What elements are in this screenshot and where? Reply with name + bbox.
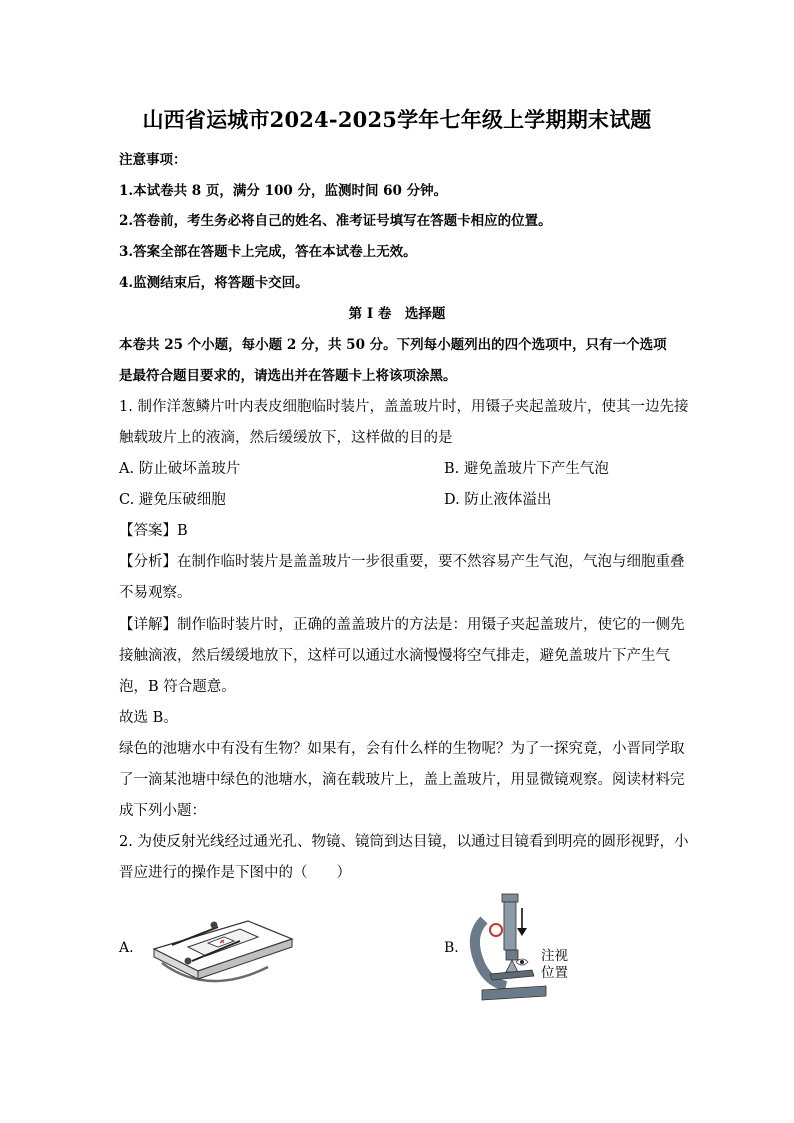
q1-detail: 接触滴液，然后缓缓地放下，这样可以通过水滴慢慢将空气排走，避免盖玻片下产生气: [119, 648, 670, 664]
question-2-stem: 2. 为使反射光线经过通光孔、物镜、镜筒到达目镜，以通过目镜看到明亮的圆形视野，小: [119, 834, 689, 850]
q1-analysis: 【分析】在制作临时装片是盖盖玻片一步很重要，要不然容易产生气泡，气泡与细胞重叠: [119, 554, 685, 570]
q1-answer: 【答案】B: [119, 523, 188, 539]
question-1-stem: 触载玻片上的液滴，然后缓缓放下，这样做的目的是: [119, 430, 453, 446]
figure-a-stage-slide-illustration: [148, 905, 298, 993]
section-intro: 是最符合题目要求的，请选出并在答题卡上将该项涂黑。: [119, 368, 457, 384]
material-text: 了一滴某池塘中绿色的池塘水，滴在载玻片上，盖上盖玻片，用显微镜观察。阅读材料完: [119, 772, 685, 788]
notice-item: 1.本试卷共 8 页，满分 100 分，监测时间 60 分钟。: [119, 183, 448, 199]
question-1-stem: 1. 制作洋葱鳞片叶内表皮细胞临时装片，盖盖玻片时，用镊子夹起盖玻片，使其一边先接: [119, 399, 689, 415]
figure-a-label: A.: [119, 940, 134, 956]
notice-item: 3.答案全部在答题卡上完成，答在本试卷上无效。: [119, 244, 417, 260]
q1-detail: 【详解】制作临时装片时，正确的盖盖玻片的方法是：用镊子夹起盖玻片，使它的一侧先: [119, 617, 685, 633]
figure-b-caption: [541, 948, 568, 982]
q1-option-a: A. 防止破坏盖玻片: [119, 461, 241, 477]
figure-b-caption-line: 注视: [541, 948, 568, 964]
notice-item: 4.监测结束后，将答题卡交回。: [119, 275, 309, 291]
q1-option-c: C. 避免压破细胞: [119, 492, 226, 508]
q1-option-b: B. 避免盖玻片下产生气泡: [444, 461, 609, 477]
figure-b-label: B.: [444, 940, 459, 956]
section-title: 第 I 卷 选择题: [348, 306, 446, 322]
exam-title: 山西省运城市2024-2025学年七年级上学期期末试题: [142, 107, 652, 132]
notice-heading: 注意事项：: [119, 152, 187, 168]
notice-item: 2.答卷前，考生务必将自己的姓名、准考证号填写在答题卡相应的位置。: [119, 213, 552, 229]
q1-conclusion: 故选 B。: [119, 710, 178, 726]
q1-detail: 泡，B 符合题意。: [119, 679, 236, 695]
question-2-stem: 晋应进行的操作是下图中的（ ）: [119, 865, 351, 881]
section-intro: 本卷共 25 个小题，每小题 2 分，共 50 分。下列每小题列出的四个选项中，只有一个选项: [119, 337, 667, 353]
material-text: 绿色的池塘水中有没有生物？如果有，会有什么样的生物呢？为了一探究竟，小晋同学取: [119, 741, 685, 757]
q1-analysis: 不易观察。: [119, 585, 192, 601]
q1-option-d: D. 防止液体溢出: [444, 492, 552, 508]
material-text: 成下列小题：: [119, 803, 206, 819]
figure-b-caption-line: 位置: [541, 965, 568, 981]
